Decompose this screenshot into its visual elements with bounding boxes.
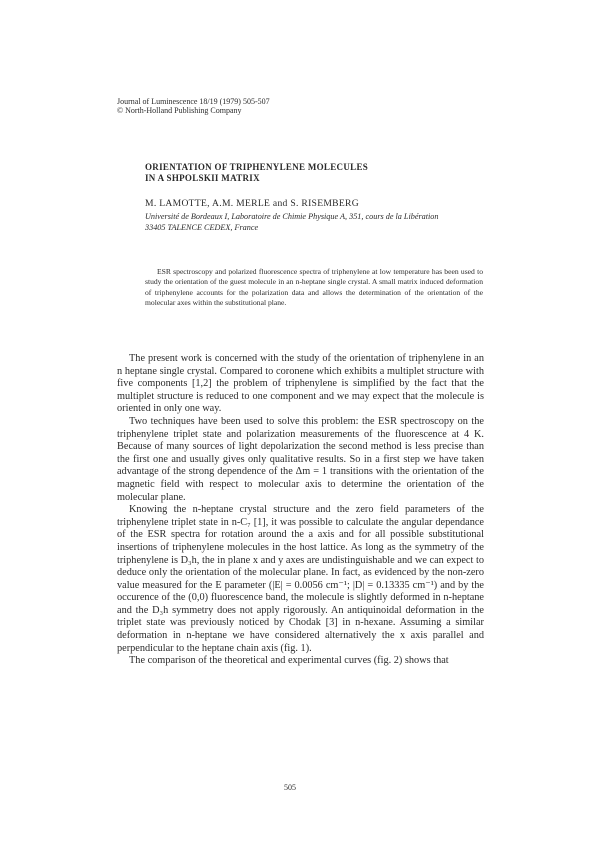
paper-title-line-2: IN A SHPOLSKII MATRIX bbox=[145, 173, 260, 183]
journal-citation: Journal of Luminescence 18/19 (1979) 505-507 bbox=[117, 97, 270, 106]
body-text bbox=[117, 353, 484, 668]
body-paragraph-3: Knowing the n-heptane crystal structure and the zero field parameters of the triphenylene triplet state in n-C₇ [1], it was possible to calculate the angular dependance of the ESR spectra for rotation around the a axis and for all possible substitutional insertions of triphenylene molecules in the host lattice. As long as the symmetry of the triphenylene is D₃h, the in plane x and y axes are undistinguishable and we can expect to deduce only the orientation of the molecular plane. In fact, as evidenced by the non-zero value measured for the E parameter (|E| = 0.0056 cm⁻¹; |D| = 0.13335 cm⁻¹) and by the occurence of the (0,0) fluorescence band, the molecule is slightly deformed in n-heptane and the D₃h symmetry does not apply rigorously. An antiquinoidal deformation in the triplet state was previously noticed by Chodak [3] in n-hexane. Assuming a similar deformation in n-heptane we have considered alternatively the x axis parallel and perpendicular to the heptane chain axis (fig. 1). bbox=[117, 504, 484, 654]
body-paragraph-4: The comparison of the theoretical and experimental curves (fig. 2) shows that bbox=[129, 655, 449, 667]
page-number: 505 bbox=[284, 783, 296, 792]
body-paragraph-2: Two techniques have been used to solve this problem: the ESR spectroscopy on the triphenylene triplet state and polarization measurements of the fluorescence at 4 K. Because of many sources of light depolarization the second method is less precise than the first one and usually gives only qualitative results. So in a first step we have taken advantage of the strong dependence of the Δm = 1 transitions with the orientation of the magnetic field with respect to molecular axis to determine the orientation of the molecular plane. bbox=[117, 415, 484, 503]
publisher-line: © North-Holland Publishing Company bbox=[117, 106, 242, 115]
abstract: ESR spectroscopy and polarized fluorescence spectra of triphenylene at low temperature has been used to study the orientation of the guest molecule in an n-heptane single crystal. A small matrix induced deformation of triphenylene accounts for the polarization data and allows the determination of the orientation of the molecular axes within the substitutional plane. bbox=[145, 267, 483, 308]
author-list: M. LAMOTTE, A.M. MERLE and S. RISEMBERG bbox=[145, 198, 359, 209]
affiliation-line-2: 33405 TALENCE CEDEX, France bbox=[145, 223, 259, 232]
affiliation-line-1: Université de Bordeaux I, Laboratoire de Chimie Physique A, 351, cours de la Libération bbox=[145, 212, 439, 221]
paper-title-line-1: ORIENTATION OF TRIPHENYLENE MOLECULES bbox=[145, 162, 369, 172]
body-paragraph-1: The present work is concerned with the study of the orientation of triphenylene in an n heptane single crystal. Compared to coronene which exhibits a multiplet structure with five components [1,2] the problem of triphenylene is simplified by the fact that the multiplet structure is reduced to one component and we may expect that the molecule is oriented in only one way. bbox=[117, 353, 484, 415]
